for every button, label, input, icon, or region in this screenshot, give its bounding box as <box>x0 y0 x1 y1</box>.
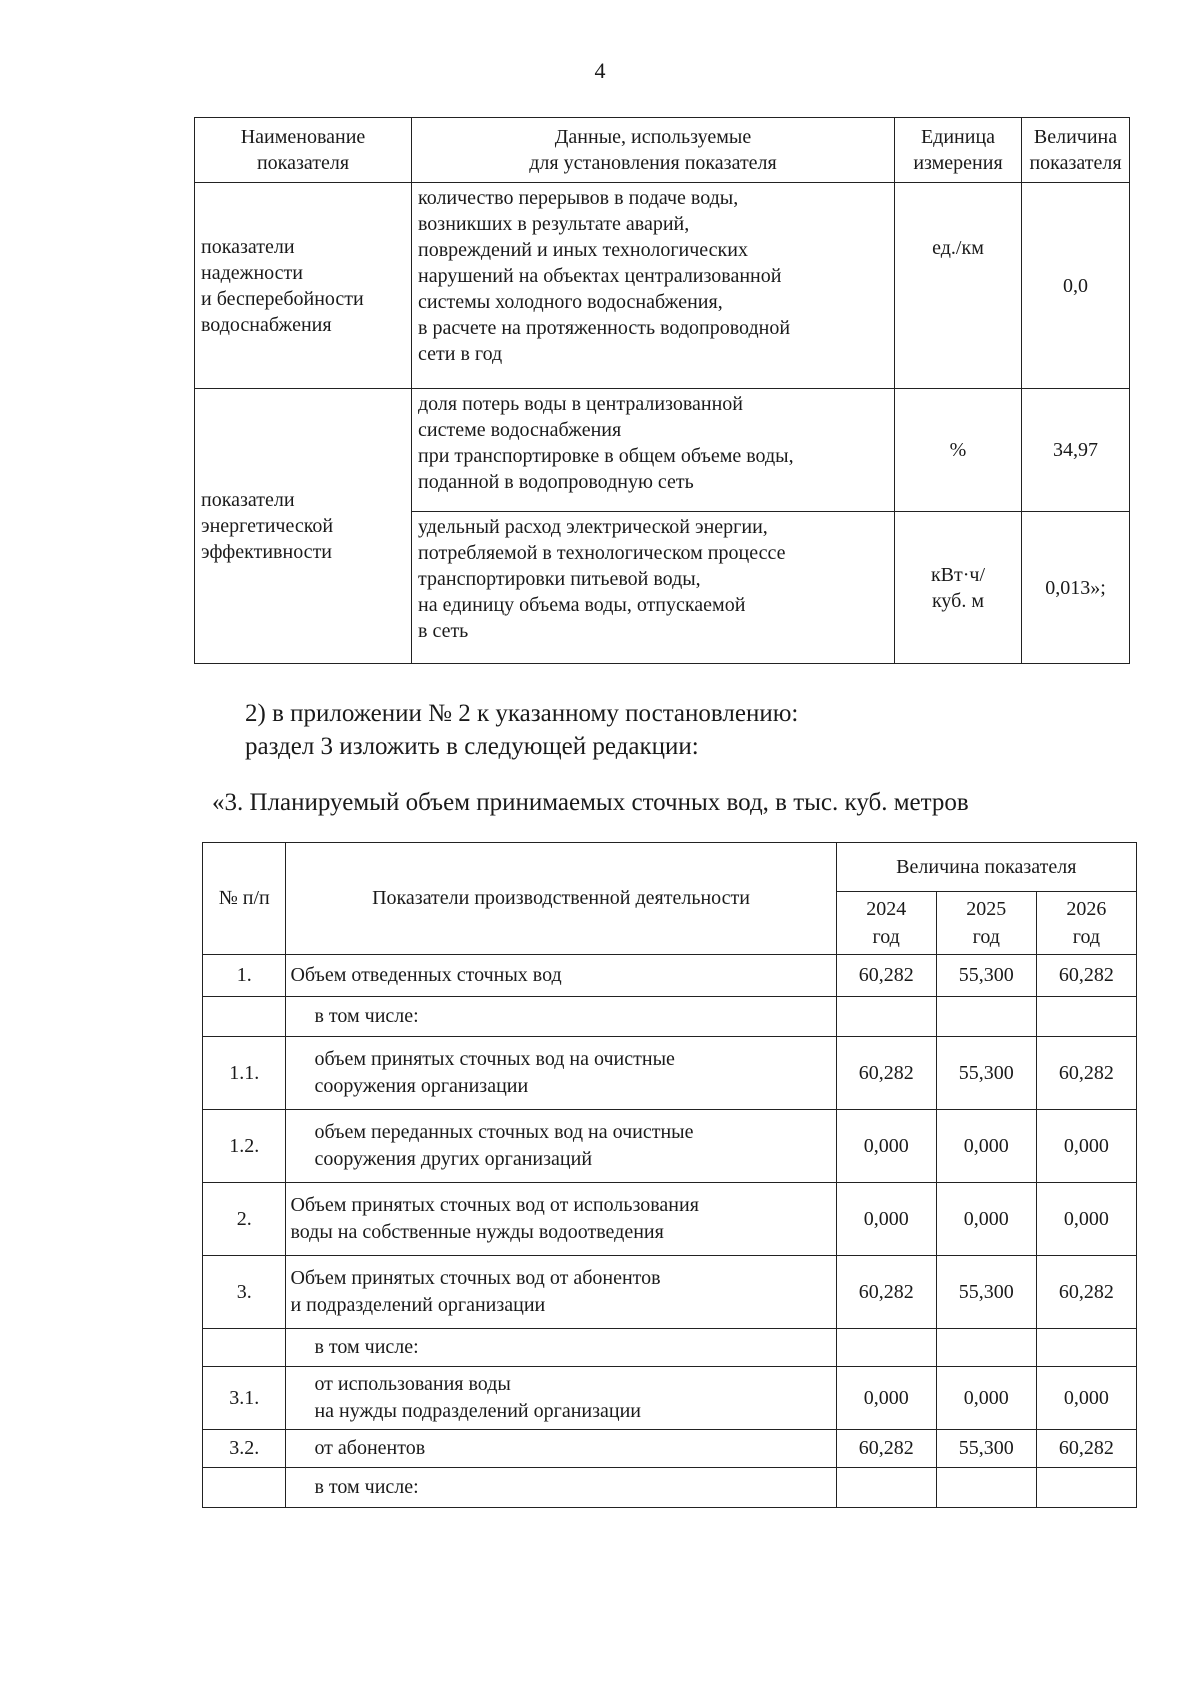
row-indicator: объем принятых сточных вод на очистные сооружения организации <box>286 1037 836 1110</box>
header-year-2025: 2025 год <box>936 892 1036 955</box>
row-value-2026 <box>1036 997 1136 1037</box>
row-value-2026: 0,000 <box>1036 1110 1136 1183</box>
indicators-table <box>194 117 1130 664</box>
header-value-group: Величина показателя <box>836 843 1136 892</box>
table-row <box>203 955 1137 997</box>
row-value-2025 <box>936 1468 1036 1508</box>
table-row <box>203 1183 1137 1256</box>
table-row <box>203 1037 1137 1110</box>
row-value-2026: 60,282 <box>1036 1256 1136 1329</box>
row-unit: % <box>895 389 1022 512</box>
row-value-2024 <box>836 997 936 1037</box>
row-data: доля потерь воды в централизованной системе водоснабжения при транспортировке в общем объеме воды, поданной в водопроводную сеть <box>412 389 895 512</box>
row-value-2024 <box>836 1468 936 1508</box>
header-value: Величина показателя <box>1022 118 1130 183</box>
section-heading: «3. Планируемый объем принимаемых сточных вод, в тыс. куб. метров <box>212 789 969 816</box>
table-header-row <box>195 118 1130 183</box>
row-value-2026: 60,282 <box>1036 955 1136 997</box>
row-value-2025: 0,000 <box>936 1110 1036 1183</box>
row-value-2026: 60,282 <box>1036 1037 1136 1110</box>
row-indicator: в том числе: <box>286 1468 836 1508</box>
row-value: 0,0 <box>1022 183 1130 389</box>
table-row <box>203 1468 1137 1508</box>
amendment-paragraph: 2) в приложении № 2 к указанному постановлению: раздел 3 изложить в следующей редакции: <box>245 700 799 760</box>
group-reliability: показатели надежности и бесперебойности водоснабжения <box>195 183 412 389</box>
row-number <box>203 1468 286 1508</box>
wastewater-table <box>202 842 1137 1508</box>
row-value-2026: 0,000 <box>1036 1183 1136 1256</box>
row-number: 3.1. <box>203 1367 286 1430</box>
table-header-row <box>203 843 1137 892</box>
row-value-2024: 60,282 <box>836 1256 936 1329</box>
header-indicator-name: Наименование показателя <box>195 118 412 183</box>
row-number: 1.2. <box>203 1110 286 1183</box>
row-value-2026 <box>1036 1468 1136 1508</box>
row-value-2025: 55,300 <box>936 1430 1036 1468</box>
row-indicator: в том числе: <box>286 1329 836 1367</box>
table-row <box>203 1329 1137 1367</box>
row-value-2026: 0,000 <box>1036 1367 1136 1430</box>
row-number: 3. <box>203 1256 286 1329</box>
row-value-2025: 55,300 <box>936 1256 1036 1329</box>
row-value: 0,013»; <box>1022 512 1130 664</box>
row-value-2026 <box>1036 1329 1136 1367</box>
row-unit: ед./км <box>895 183 1022 389</box>
row-number: 1. <box>203 955 286 997</box>
row-number <box>203 1329 286 1367</box>
row-value-2026: 60,282 <box>1036 1430 1136 1468</box>
row-value-2025 <box>936 1329 1036 1367</box>
row-value-2025: 0,000 <box>936 1367 1036 1430</box>
row-value-2025 <box>936 997 1036 1037</box>
table-row <box>203 997 1137 1037</box>
header-year-2026: 2026 год <box>1036 892 1136 955</box>
row-indicator: в том числе: <box>286 997 836 1037</box>
row-value-2024 <box>836 1329 936 1367</box>
row-value-2025: 55,300 <box>936 955 1036 997</box>
row-value: 34,97 <box>1022 389 1130 512</box>
row-indicator: Объем принятых сточных вод от абонентов и подразделений организации <box>286 1256 836 1329</box>
row-number <box>203 997 286 1037</box>
row-value-2025: 0,000 <box>936 1183 1036 1256</box>
row-data: количество перерывов в подаче воды, возникших в результате аварий, повреждений и иных технологических нарушений на объектах централизованной системы холодного водоснабжения, в расчете на протяженность водопроводной сети в год <box>412 183 895 389</box>
row-number: 3.2. <box>203 1430 286 1468</box>
row-indicator: объем переданных сточных вод на очистные сооружения других организаций <box>286 1110 836 1183</box>
table-row <box>203 1256 1137 1329</box>
table-row <box>195 389 1130 512</box>
header-indicator: Показатели производственной деятельности <box>286 843 836 955</box>
header-number: № п/п <box>203 843 286 955</box>
header-unit: Единица измерения <box>895 118 1022 183</box>
row-unit: кВт·ч/ куб. м <box>895 512 1022 664</box>
row-value-2024: 0,000 <box>836 1367 936 1430</box>
row-value-2024: 60,282 <box>836 1037 936 1110</box>
row-value-2024: 0,000 <box>836 1110 936 1183</box>
page-number: 4 <box>594 58 606 83</box>
header-year-2024: 2024 год <box>836 892 936 955</box>
row-number: 1.1. <box>203 1037 286 1110</box>
table-row <box>203 1110 1137 1183</box>
row-data: удельный расход электрической энергии, потребляемой в технологическом процессе транспортировки питьевой воды, на единицу объема воды, отпускаемой в сеть <box>412 512 895 664</box>
row-indicator: от использования воды на нужды подразделений организации <box>286 1367 836 1430</box>
row-value-2024: 60,282 <box>836 955 936 997</box>
row-value-2025: 55,300 <box>936 1037 1036 1110</box>
table-row <box>203 1367 1137 1430</box>
row-value-2024: 0,000 <box>836 1183 936 1256</box>
table-row <box>195 183 1130 389</box>
row-indicator: Объем отведенных сточных вод <box>286 955 836 997</box>
table-row <box>203 1430 1137 1468</box>
row-value-2024: 60,282 <box>836 1430 936 1468</box>
header-data-used: Данные, используемые для установления показателя <box>412 118 895 183</box>
row-number: 2. <box>203 1183 286 1256</box>
row-indicator: от абонентов <box>286 1430 836 1468</box>
group-energy-efficiency: показатели энергетической эффективности <box>195 389 412 664</box>
row-indicator: Объем принятых сточных вод от использования воды на собственные нужды водоотведения <box>286 1183 836 1256</box>
